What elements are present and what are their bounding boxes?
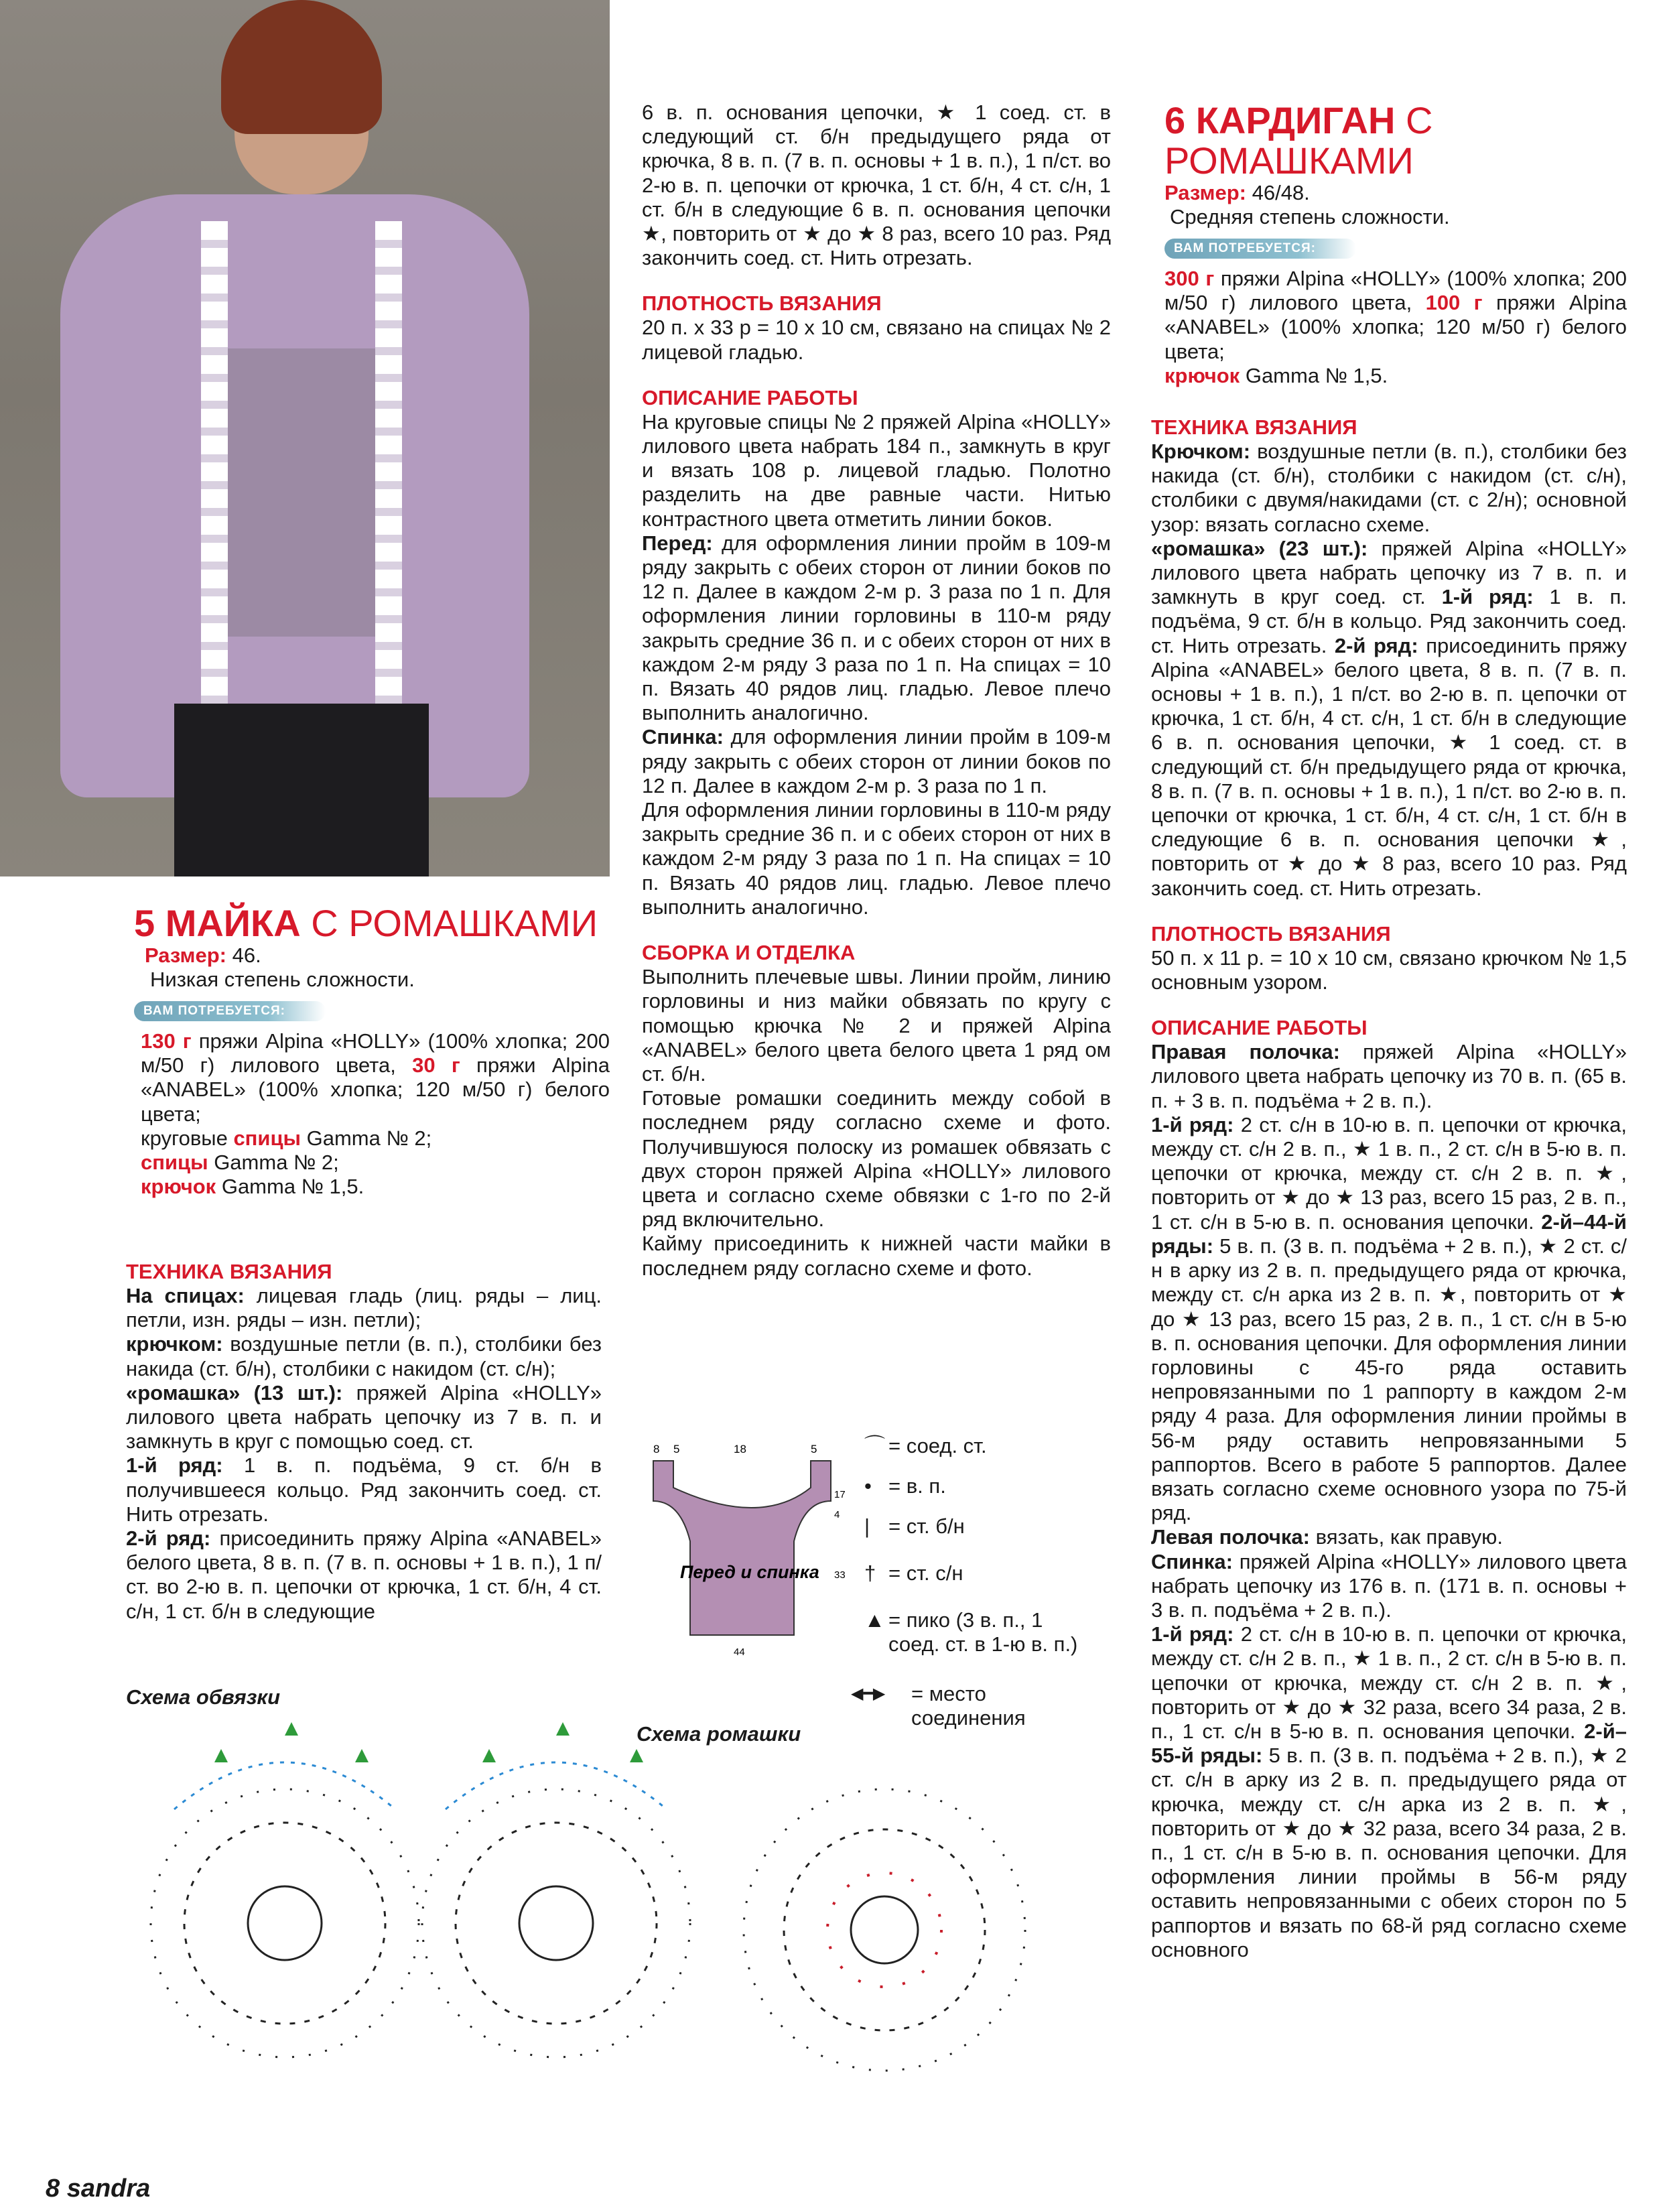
item6-title-rest: С РОМАШКАМИ <box>1164 99 1433 182</box>
picot-icon <box>630 1749 643 1762</box>
picot-icon <box>285 1722 298 1736</box>
picot-icon <box>355 1749 369 1762</box>
item6-t3-label: 1-й ряд: <box>1441 585 1534 609</box>
daisy-center <box>248 1886 322 1960</box>
intro-text: 6 в. п. основания цепочки, ★ 1 соед. ст. в следующий ст. б/н предыдущего ряда от крючка, 8 в. п. (7 в. п. основы + 1 в. п.), 1 п/ст. во 2-ю в. п. цепочки от крючка, 1 ст. б/н, 4 ст. с/н, 1 ст. б/н в следующие 6 в. п. основания цепочки ★, повторить от ★ до ★ 8 раз, всего 10 раз. Ряд закончить соед. ст. Нить отрезать. <box>642 101 1111 270</box>
back-text-2: Для оформления линии горловины в 110-м ряду закрыть средние 36 п. и с обеих сторон от них в каждом 2-м ряду 3 раза по 1 п. На спицах = 10 п. Вязать 40 рядов лиц. гладью. Левое плечо выполнить аналогично. <box>642 798 1111 919</box>
item5-m3-text: Gamma № 2; <box>214 1151 339 1175</box>
item5-m1-weight-2: 30 г <box>412 1053 460 1078</box>
item5-m2-label: спицы <box>233 1126 301 1150</box>
daisy-outline <box>744 1789 1025 2071</box>
legend-item <box>864 1608 1132 1682</box>
magazine-name: sandra <box>66 2174 151 2203</box>
item5-m1-text: пряжи Alpina «HOLLY» (100% хлопка; 200 м/50 г) лилового цвета, <box>141 1029 610 1078</box>
daisy-red-stitches <box>827 1873 941 1987</box>
item6-title <box>1164 101 1633 181</box>
item6-d6-text: 2 ст. с/н в 10-ю в. п. цепочки от крючка, между ст. с/н 2 в. п., ★ 1 в. п., 2 ст. с/н в 5-ю в. п. цепочки от крючка, между ст. с/н 2 в. п. ★, повторить от ★ до ★ 32 раза, всего 34 раза, 2 в. п., 1 ст. с/н в 5-ю в. п. основания цепочки. <box>1151 1622 1627 1743</box>
edging-caption: Схема обвязки <box>126 1685 281 1709</box>
legend-symbol: ◀━▶ <box>851 1685 886 1703</box>
item6-size <box>1164 181 1633 205</box>
item5-technique <box>126 1260 602 1624</box>
item5-t2-text: воздушные петли (в. п.), столбики без накида (ст. б/н), столбики с накидом (ст. с/н); <box>126 1332 602 1380</box>
legend-symbol: | <box>864 1514 870 1538</box>
picot-icon <box>482 1749 496 1762</box>
item5-materials <box>141 1029 610 1199</box>
item5-tech-heading: ТЕХНИКА ВЯЗАНИЯ <box>126 1260 332 1283</box>
item6-body <box>1151 415 1627 1962</box>
item6-t1-label: Крючком: <box>1151 440 1251 463</box>
item6-d7-text: 5 в. п. (3 в. п. подъёма + 2 в. п.), ★ 2 ст. с/н в арку из 2 в. п. предыдущего ряда от крючка, между ст. с/н арка из 2 в. п. ★, повторить от ★ до ★ 32 раза, всего 34 раза, 2 в. п., 1 ст. с/н в 5-ю в. п. основания цепочки. Для оформления линии проймы в 56-м ряду оставить непровязанными с обеих сторон по 5 раппортов и вязать по 68-й ряд согласно схеме основного <box>1151 1744 1627 1961</box>
item5-number: 5 <box>134 902 155 944</box>
legend-item <box>864 1474 1132 1514</box>
item6-d2-label: 1-й ряд: <box>1151 1112 1234 1136</box>
item6-d4-label: Левая полочка: <box>1151 1525 1310 1549</box>
legend-text: = место соединения <box>911 1682 1026 1730</box>
symbol-legend <box>851 1434 1132 1736</box>
item6-t4-label: 2-й ряд: <box>1334 633 1418 657</box>
back-label: Спинка: <box>642 725 724 749</box>
item6-d2-text: 2 ст. с/н в 10-ю в. п. цепочки от крючка, между ст. с/н 2 в. п., ★ 1 в. п., 2 ст. с/н в 5-ю в. п. цепочки от крючка, между ст. с/н 2 в. п. ★, повторить от ★ до ★ 13 раз, всего 15 раз, 2 в. п., 1 ст. с/н в 5-ю в. п. основания цепочки. <box>1151 1112 1627 1234</box>
item5-t5-label: 2-й ряд: <box>126 1526 211 1551</box>
legend-item <box>864 1434 1132 1474</box>
daisy-diagram <box>710 1756 1059 2104</box>
column-middle <box>642 101 1111 1281</box>
dim-18: 18 <box>734 1443 746 1455</box>
item5-t4-label: 1-й ряд: <box>126 1453 223 1478</box>
legend-symbol: ▲ <box>864 1608 885 1632</box>
item5-title <box>134 903 616 944</box>
picot-icon <box>556 1722 570 1736</box>
front-label: Перед: <box>642 531 713 555</box>
assembly-text-2: Готовые ромашки соединить между собой в последнем ряду согласно схеме и фото. Получившуюся полоску из ромашек обвязать с двух сторон пряжей Alpina «HOLLY» лилового цвета и согласно схеме обвязки с 1-го по 2-й ряд включительно. <box>642 1086 1111 1232</box>
item6-d5-text: пряжей Alpina «HOLLY» лилового цвета набрать цепочку из 176 в. п. (171 в. п. основы + 3 в. п. подъёма + 2 в. п.). <box>1151 1549 1627 1622</box>
item5-t2-label: крючком: <box>126 1332 223 1356</box>
dim-8: 8 <box>653 1443 660 1455</box>
back-text: для оформления линии пройм в 109-м ряду закрыть с обеих сторон от линии боков по 12 п. Далее в каждом 2-м р. 3 раза по 1 п. <box>642 725 1111 797</box>
item5-m4-text: Gamma № 1,5. <box>221 1175 364 1199</box>
item5-title-main: МАЙКА <box>165 902 301 944</box>
item6-m2-text: Gamma № 1,5. <box>1245 363 1388 387</box>
item6-t1-text: воздушные петли (в. п.), столбики без накида (ст. б/н), столбики с накидом (ст. с/н), столбики с двумя/накидами (ст. с 2/н); основной узор: вязать согласно схеме. <box>1151 440 1627 536</box>
item5-m3-label: спицы <box>141 1151 208 1175</box>
back-paragraph <box>642 725 1111 798</box>
item5-difficulty: Низкая степень сложности. <box>150 968 415 991</box>
item6-d3-text: 5 в. п. (3 в. п. подъёма + 2 в. п.), ★ 2 ст. с/н в арку из 2 в. п. предыдущего ряда от крючка, между ст. с/н арка из 2 в. п. ★, повторить от ★ до ★ 13 раз, всего 15 раз, 2 в. п., 1 ст. с/н в 5-ю в. п. основания цепочки. Для оформления линии горловины с 45-го ряда оставить непровязанными по 1 раппорту в каждом 2-м ряду 4 раза. Для оформления линии проймы в 56-м ряду оставить непровязанными 5 раппортов. Всего в работе 5 раппортов. Далее вязать согласно схеме основного узора по 75-й ряд. <box>1151 1234 1627 1525</box>
page-footer <box>46 2174 150 2203</box>
daisy-caption: Схема ромашки <box>637 1722 801 1746</box>
density-text: 20 п. х 33 р = 10 х 10 см, связано на спицах № 2 лицевой гладью. <box>642 316 1111 364</box>
legend-text: = ст. с/н <box>888 1561 963 1585</box>
item5-t1-label: На спицах: <box>126 1284 245 1307</box>
item6-t3-text: 1 в. п. подъёма, 9 ст. б/н в кольцо. Ряд закончить соед. ст. Нить отрезать. <box>1151 585 1627 657</box>
item6-m2-label: крючок <box>1164 363 1240 387</box>
garment-pattern <box>640 1434 846 1689</box>
legend-text: = соед. ст. <box>888 1434 987 1457</box>
daisy-petals <box>456 1823 657 2024</box>
item6-d1-label: Правая полочка: <box>1151 1040 1340 1064</box>
dim-5a: 5 <box>673 1443 680 1455</box>
top-shape <box>221 348 395 637</box>
legend-text: = ст. б/н <box>888 1514 965 1538</box>
edging-diagram <box>134 1722 724 2124</box>
item5-size <box>145 944 616 968</box>
picot-icon <box>214 1749 228 1762</box>
daisy-outline <box>422 1789 690 2057</box>
daisy-outline <box>151 1789 419 2057</box>
dim-4: 4 <box>834 1509 840 1520</box>
item5-size-value: 46. <box>232 944 261 967</box>
item6-t2-text: пряжей Alpina «HOLLY» лилового цвета набрать цепочку из 7 в. п. и замкнуть в круг соед. ст. <box>1151 536 1627 609</box>
item5-m2-prefix: круговые <box>141 1126 228 1150</box>
item5-t3-text: пряжей Alpina «HOLLY» лилового цвета набрать цепочку из 7 в. п. и замкнуть в круг с помощью соед. ст. <box>126 1380 602 1453</box>
dim-5b: 5 <box>811 1443 817 1455</box>
item5-m1-weight: 130 г <box>141 1029 192 1053</box>
density-heading: ПЛОТНОСТЬ ВЯЗАНИЯ <box>642 291 882 316</box>
dim-33: 33 <box>834 1569 846 1581</box>
description-heading: ОПИСАНИЕ РАБОТЫ <box>642 385 858 409</box>
dim-44: 44 <box>734 1646 745 1658</box>
legend-item <box>851 1682 1132 1736</box>
item6-materials <box>1164 267 1627 388</box>
daisy-center <box>851 1896 918 1963</box>
item5-t5-text: присоединить пряжу Alpina «ANABEL» белого цвета, 8 в. п. (7 в. п. основы + 1 в. п.), 1 п/ст. во 2-ю в. п. цепочки от крючка, 1 ст. б/н, 4 ст. с/н, 1 ст. б/н в следующие <box>126 1526 602 1623</box>
item6-d5-label: Спинка: <box>1151 1549 1233 1573</box>
item6-d3-label: 2-й–44-й ряды: <box>1151 1210 1627 1258</box>
edging-row-blue <box>174 1762 395 1809</box>
page-number: 8 <box>46 2174 60 2203</box>
daisy-petals <box>184 1823 385 2024</box>
pattern-label: Перед и спинка <box>680 1562 819 1582</box>
legend-item <box>864 1514 1132 1561</box>
item5-t1-text: лицевая гладь (лиц. ряды – лиц. петли, изн. ряды – изн. петли); <box>126 1284 602 1332</box>
item6-header <box>1164 101 1633 388</box>
daisy-petals <box>784 1829 985 2030</box>
daisy-center <box>519 1886 593 1960</box>
item6-m1-weight: 300 г <box>1164 267 1215 290</box>
item5-m2-text: Gamma № 2; <box>306 1126 432 1150</box>
legend-symbol: • <box>864 1474 872 1498</box>
trousers <box>174 704 429 876</box>
item6-d1-text: пряжей Alpina «HOLLY» лилового цвета набрать цепочку из 70 в. п. (65 в. п. + 3 в. п. подъёма + 2 в. п.). <box>1151 1040 1627 1112</box>
edging-row-blue <box>446 1762 667 1809</box>
legend-symbol: ⌒ <box>864 1434 885 1457</box>
assembly-text-3: Кайму присоединить к нижней части майки в последнем ряду согласно схеме и фото. <box>642 1232 1111 1280</box>
item5-t3-label: «ромашка» (13 шт.): <box>126 1380 343 1405</box>
description-text: На круговые спицы № 2 пряжей Alpina «HOLLY» лилового цвета набрать 184 п., замкнуть в круг и вязать 108 р. лицевой гладью. Полотно разделить на две равные части. Нитью контрастного цвета отметить линии боков. <box>642 409 1111 531</box>
pattern-shape <box>653 1461 831 1635</box>
daisy-trim-right <box>375 221 402 757</box>
legend-symbol: † <box>864 1561 876 1585</box>
legend-text: = в. п. <box>888 1474 946 1498</box>
model-photo <box>0 0 610 876</box>
item6-m1b-text: пряжи Alpina «ANABEL» (100% хлопка; 120 м/50 г) белого цвета; <box>1164 291 1627 363</box>
item5-title-rest: С РОМАШКАМИ <box>311 902 598 944</box>
item6-number: 6 <box>1164 99 1186 141</box>
item6-m1-weight-2: 100 г <box>1425 291 1483 315</box>
legend-item <box>864 1561 1132 1608</box>
assembly-text-1: Выполнить плечевые швы. Линии пройм, линию горловины и низ майки обвязать по кругу с помощью крючка № 2 и пряжей Alpina «ANABEL» белого цвета белого цвета 1 ряд ом ст. б/н. <box>642 965 1111 1086</box>
item6-density-heading: ПЛОТНОСТЬ ВЯЗАНИЯ <box>1151 921 1391 946</box>
item5-t4-text: 1 в. п. подъёма, 9 ст. б/н в получившееся кольцо. Ряд закончить соед. ст. Нить отрезать. <box>126 1453 602 1526</box>
item6-desc-heading: ОПИСАНИЕ РАБОТЫ <box>1151 1016 1368 1040</box>
daisy-trim-left <box>201 221 228 757</box>
item5-m4-label: крючок <box>141 1175 216 1199</box>
item5-size-label: Размер: <box>145 944 226 967</box>
item6-d4-text: вязать, как правую. <box>1315 1525 1503 1549</box>
item6-t2-label: «ромашка» (23 шт.): <box>1151 536 1368 560</box>
assembly-heading: СБОРКА И ОТДЕЛКА <box>642 941 856 965</box>
front-text: для оформления линии пройм в 109-м ряду закрыть с обеих сторон от линии боков по 12 п. Далее в каждом 2-м р. 3 раза по 1 п. Для оформления линии горловины в 110-м ряду закрыть средние 36 п. и с обеих сторон от них в каждом 2-м ряду 3 раза по 1 п. На спицах = 10 п. Вязать 40 рядов лиц. гладью. Левое плечо выполнить аналогично. <box>642 531 1111 725</box>
item6-tech-heading: ТЕХНИКА ВЯЗАНИЯ <box>1151 415 1357 439</box>
item6-needs-badge: ВАМ ПОТРЕБУЕТСЯ: <box>1164 239 1356 259</box>
dim-17: 17 <box>834 1489 846 1500</box>
item6-density-text: 50 п. х 11 р. = 10 х 10 см, связано крючком № 1,5 основным узором. <box>1151 946 1627 994</box>
item5-m1b-text: пряжи Alpina «ANABEL» (100% хлопка; 120 м/50 г) белого цвета; <box>141 1053 610 1126</box>
item6-size-label: Размер: <box>1164 181 1246 204</box>
item6-d7-label: 2-й–55-й ряды: <box>1151 1719 1627 1768</box>
hair <box>221 0 382 134</box>
item6-d6-label: 1-й ряд: <box>1151 1622 1234 1646</box>
item6-title-main: КАРДИГАН <box>1195 99 1396 141</box>
legend-text: = пико (3 в. п., 1 соед. ст. в 1-ю в. п.) <box>888 1608 1078 1656</box>
item6-difficulty: Средняя степень сложности. <box>1170 205 1450 229</box>
item5-needs-badge: ВАМ ПОТРЕБУЕТСЯ: <box>134 1001 326 1021</box>
item6-t4-text: присоединить пряжу Alpina «ANABEL» белого цвета, 8 в. п. (7 в. п. основы + 1 в. п.), 1 п/ст. во 2-ю в. п. цепочки от крючка, 1 ст. б/н, 4 ст. с/н, 1 ст. б/н в следующие 6 в. п. основания цепочки, ★ 1 соед. ст. в следующий ст. б/н предыдущего ряда от крючка, 8 в. п. (7 в. п. основы + 1 в. п.), 1 п/ст. во 2-ю в. п. цепочки от крючка, 1 ст. б/н, 4 ст. с/н, 1 ст. б/н в следующие 6 в. п. основания цепочки ★, повторить от ★ до ★ 8 раз, всего 10 раз. Ряд закончить соед. ст. Нить отрезать. <box>1151 633 1627 900</box>
front-paragraph <box>642 531 1111 726</box>
item6-size-value: 46/48. <box>1252 181 1310 204</box>
item6-m1-text: пряжи Alpina «HOLLY» (100% хлопка; 200 м/50 г) лилового цвета, <box>1164 267 1627 315</box>
item5-block <box>134 903 616 1199</box>
